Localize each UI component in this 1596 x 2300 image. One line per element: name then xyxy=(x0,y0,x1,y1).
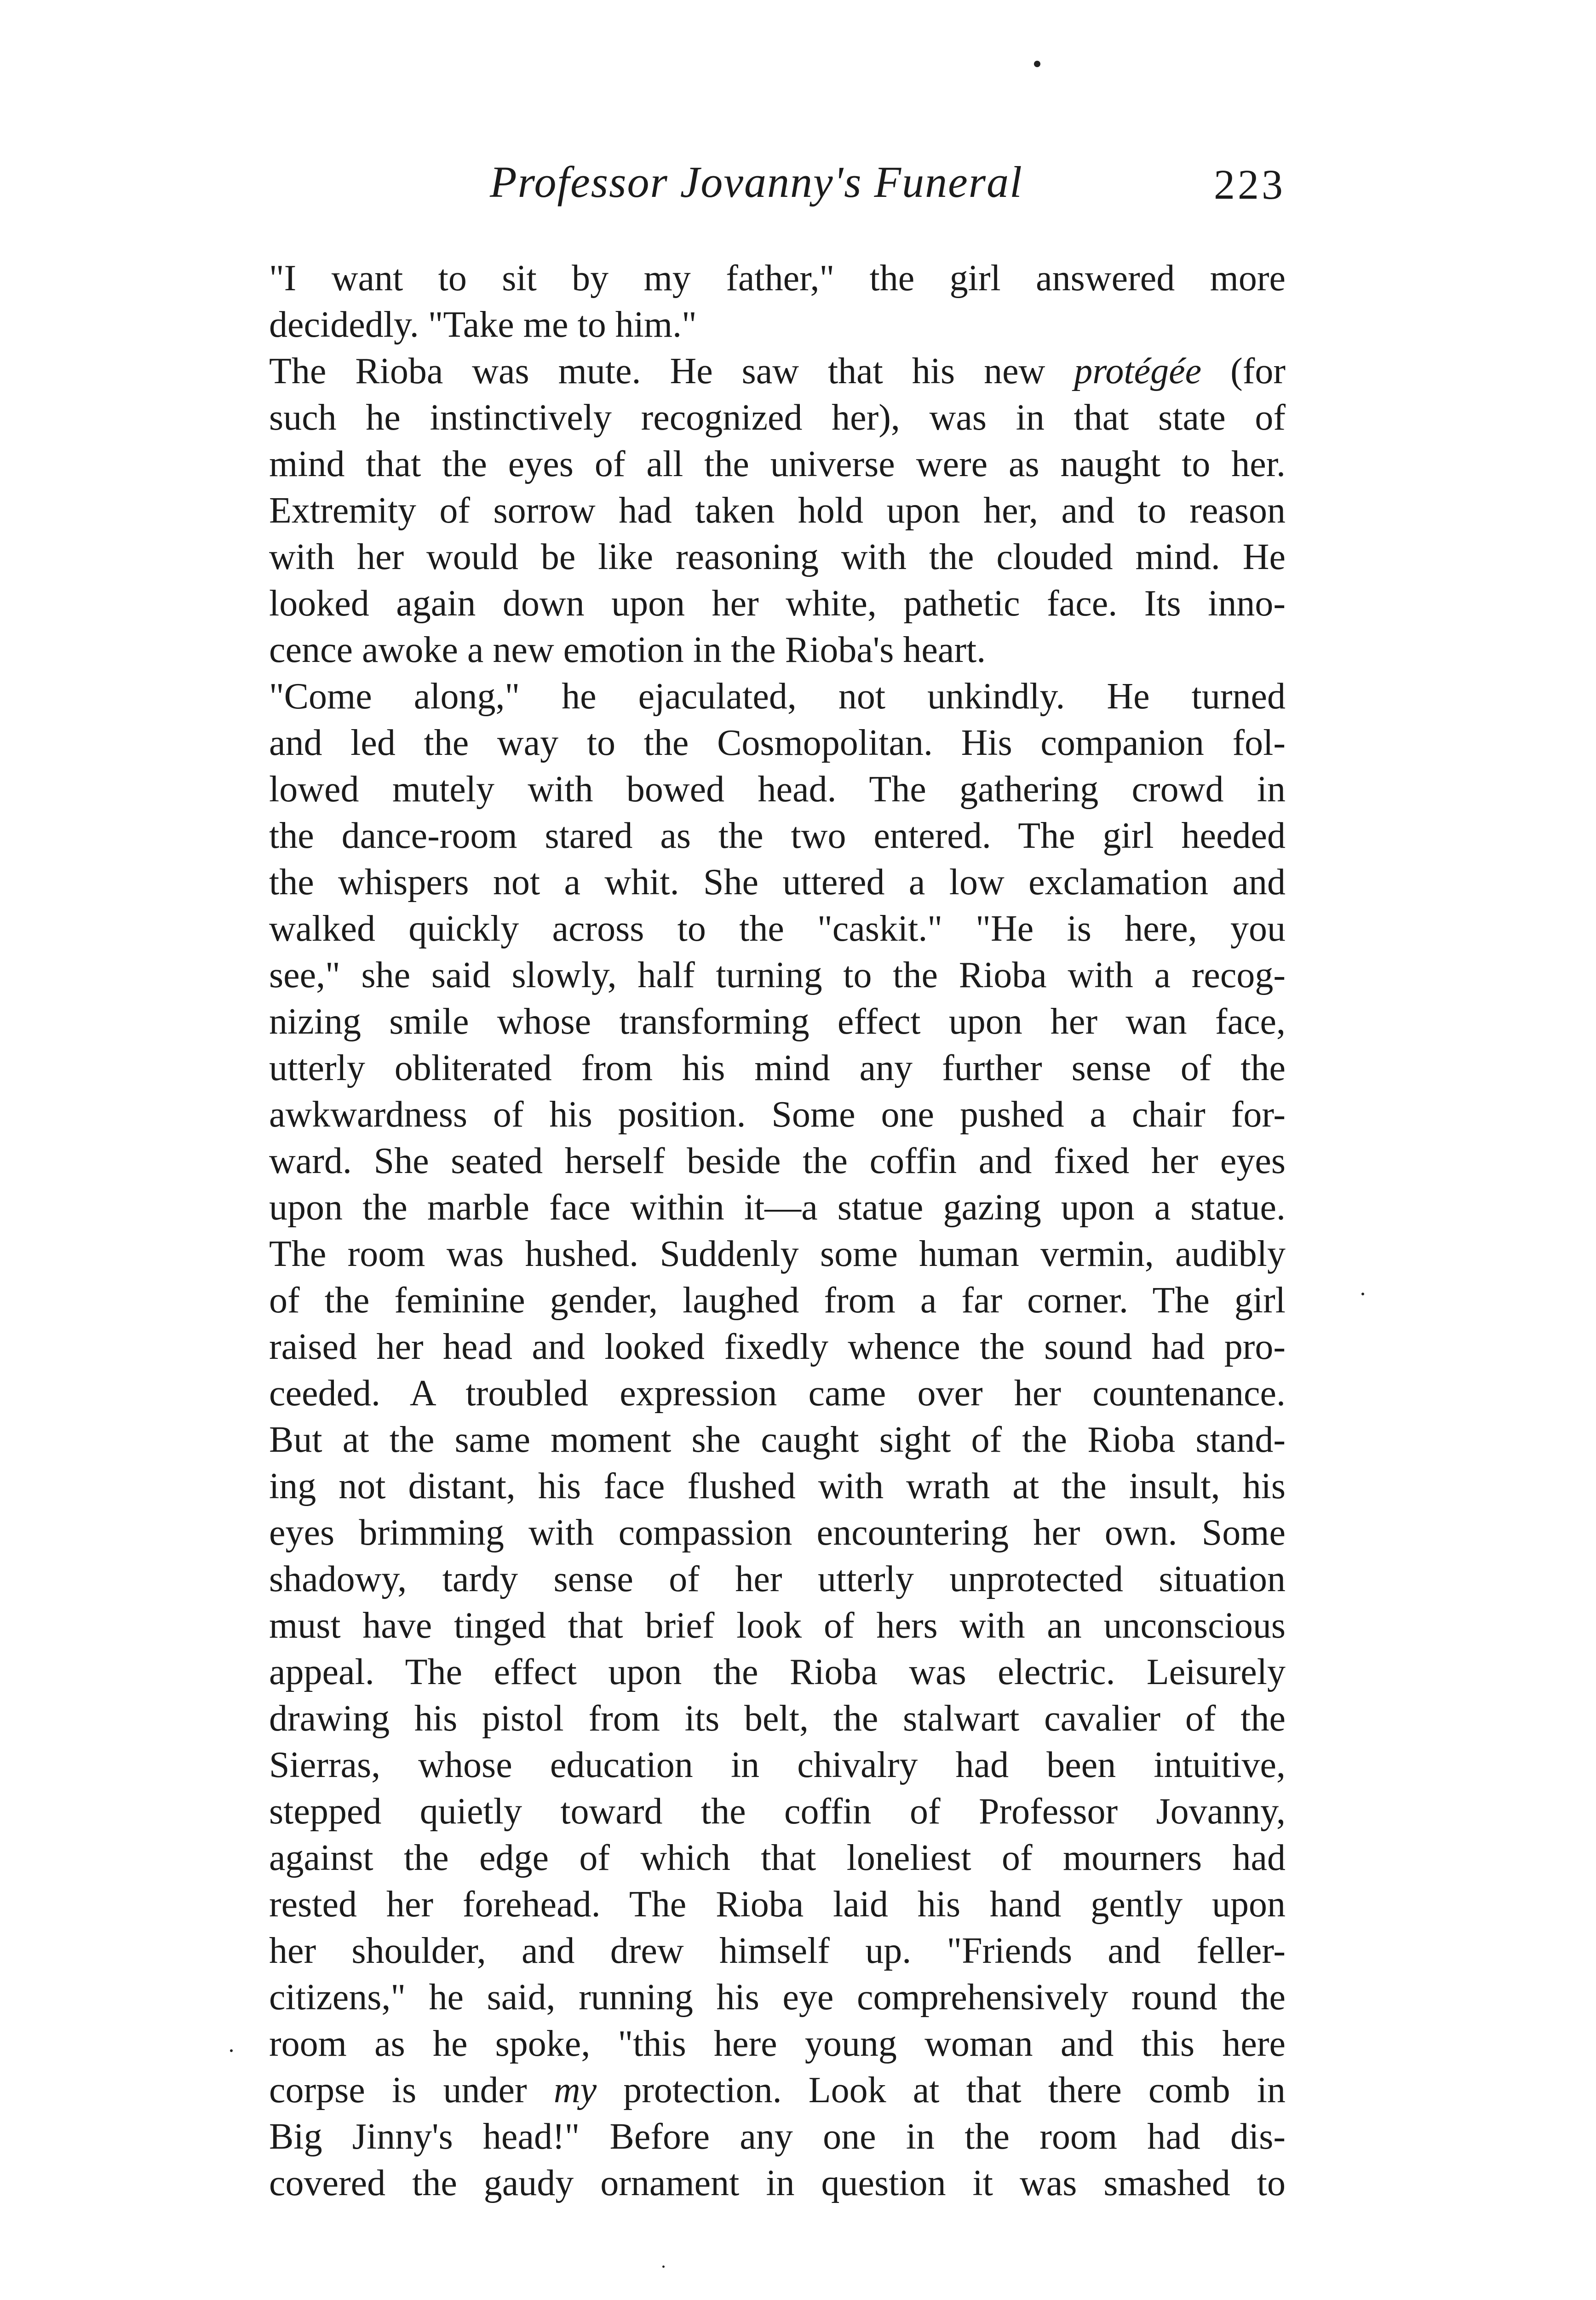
text-line: ceeded. A troubled expression came over her countenance. xyxy=(269,1373,1286,1414)
text-line: Sierras, whose education in chivalry had been intuitive, xyxy=(269,1745,1286,1785)
text-line: against the edge of which that loneliest of mourners had xyxy=(269,1838,1286,1878)
text-line: The room was hushed. Suddenly some human vermin, audibly xyxy=(269,1234,1286,1274)
text-line: citizens," he said, running his eye comprehensively round the xyxy=(269,1977,1286,2018)
text-line: covered the gaudy ornament in question it was smashed to xyxy=(269,2163,1286,2203)
running-title: Professor Jovanny's Funeral xyxy=(490,157,1023,207)
text-line: The Rioba was mute. He saw that his new protégée (for xyxy=(269,351,1286,391)
text-line: lowed mutely with bowed head. The gathering crowd in xyxy=(269,769,1286,810)
text-line: raised her head and looked fixedly whence the sound had pro- xyxy=(269,1327,1286,1367)
text-line: her shoulder, and drew himself up. "Friends and feller- xyxy=(269,1931,1286,1971)
text-line: drawing his pistol from its belt, the stalwart cavalier of the xyxy=(269,1698,1286,1739)
text-line: decidedly. "Take me to him." xyxy=(269,305,697,345)
text-line: mind that the eyes of all the universe were as naught to her. xyxy=(269,444,1286,484)
text-line: of the feminine gender, laughed from a far corner. The girl xyxy=(269,1280,1286,1321)
text-line: shadowy, tardy sense of her utterly unprotected situation xyxy=(269,1559,1286,1599)
text-line: must have tinged that brief look of hers with an unconscious xyxy=(269,1605,1286,1646)
text-line: see," she said slowly, half turning to the Rioba with a recog- xyxy=(269,955,1286,995)
running-head xyxy=(269,156,1286,221)
text-line: looked again down upon her white, pathetic face. Its inno- xyxy=(269,583,1286,624)
text-line: and led the way to the Cosmopolitan. His companion fol- xyxy=(269,723,1286,763)
print-speck xyxy=(1034,61,1040,67)
page-number: 223 xyxy=(1214,161,1286,208)
body-text xyxy=(269,255,1286,2229)
text-line: room as he spoke, "this here young woman and this here xyxy=(269,2024,1286,2064)
text-line: "Come along," he ejaculated, not unkindly. He turned xyxy=(269,676,1286,717)
text-line: such he instinctively recognized her), was in that state of xyxy=(269,397,1286,438)
text-line: "I want to sit by my father," the girl answered more xyxy=(269,258,1286,299)
text-line: appeal. The effect upon the Rioba was electric. Leisurely xyxy=(269,1652,1286,1692)
text-line: ing not distant, his face flushed with wrath at the insult, his xyxy=(269,1466,1286,1506)
print-speck xyxy=(662,2266,665,2268)
text-line: walked quickly across to the "caskit." "He is here, you xyxy=(269,908,1286,949)
text-line: corpse is under my protection. Look at that there comb in xyxy=(269,2070,1286,2110)
text-line: utterly obliterated from his mind any further sense of the xyxy=(269,1048,1286,1088)
text-line: awkwardness of his position. Some one pushed a chair for- xyxy=(269,1094,1286,1135)
text-line: Big Jinny's head!" Before any one in the room had dis- xyxy=(269,2116,1286,2157)
text-line: rested her forehead. The Rioba laid his hand gently upon xyxy=(269,1884,1286,1925)
text-line: the whispers not a whit. She uttered a low exclamation and xyxy=(269,862,1286,903)
text-line: But at the same moment she caught sight of the Rioba stand- xyxy=(269,1420,1286,1460)
text-line: upon the marble face within it—a statue gazing upon a statue. xyxy=(269,1187,1286,1228)
text-line: cence awoke a new emotion in the Rioba's heart. xyxy=(269,630,986,670)
text-line: nizing smile whose transforming effect upon her wan face, xyxy=(269,1001,1286,1042)
text-line: ward. She seated herself beside the coffin and fixed her eyes xyxy=(269,1141,1286,1181)
text-line: eyes brimming with compassion encountering her own. Some xyxy=(269,1512,1286,1553)
print-speck xyxy=(1361,1293,1364,1295)
text-line: with her would be like reasoning with the clouded mind. He xyxy=(269,537,1286,577)
text-line: stepped quietly toward the coffin of Professor Jovanny, xyxy=(269,1791,1286,1832)
print-speck xyxy=(230,2049,233,2052)
text-line: Extremity of sorrow had taken hold upon her, and to reason xyxy=(269,490,1286,531)
text-line: the dance-room stared as the two entered. The girl heeded xyxy=(269,816,1286,856)
